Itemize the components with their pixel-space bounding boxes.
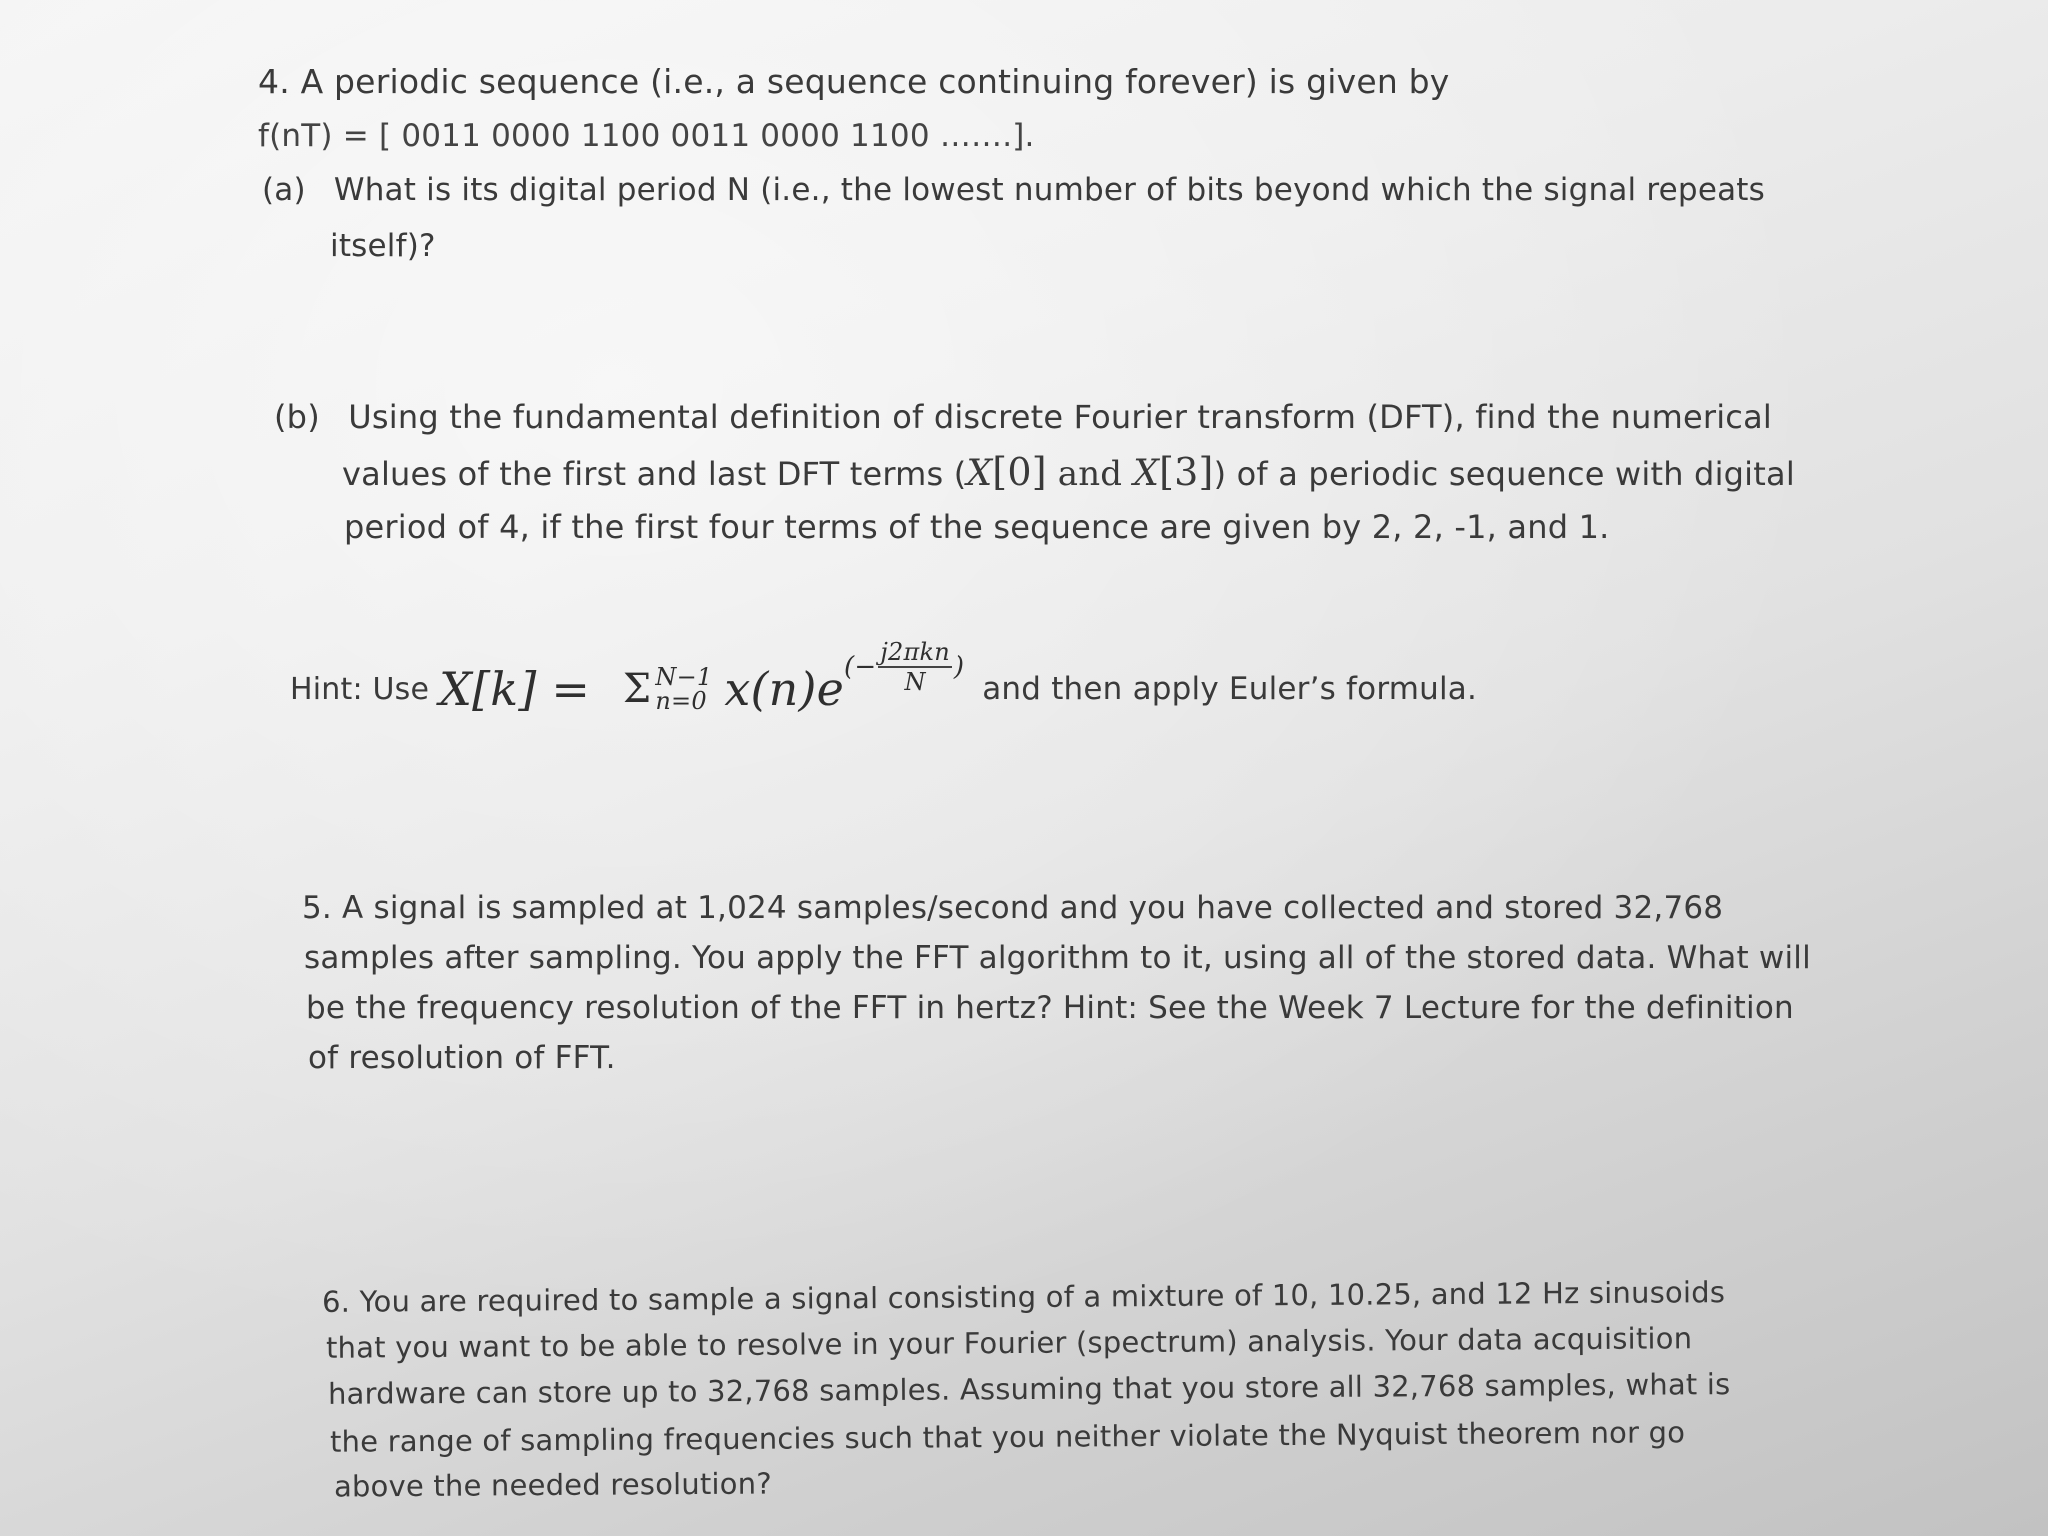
dft-formula <box>439 638 965 718</box>
question-4b-line-3: period of 4, if the first four terms of the sequence are given by 2, 2, -1, and 1. <box>344 508 1610 546</box>
question-5-line-4: of resolution of FFT. <box>308 1040 616 1076</box>
question-4b-label: (b) <box>274 398 320 436</box>
exponent-numerator: j2πkn <box>880 638 950 666</box>
summation-symbol: Σ <box>622 666 652 712</box>
question-4-intro: 4. A periodic sequence (i.e., a sequence continuing forever) is given by <box>258 62 1450 101</box>
question-4b-text-2b: ) of a periodic sequence with digital <box>1213 455 1795 493</box>
summation-lower-limit: n=0 <box>655 687 707 715</box>
dft-hint <box>290 638 1478 718</box>
formula-lhs-index: [k] <box>472 662 537 716</box>
question-4a-label: (a) <box>262 172 306 208</box>
question-5-line-3: be the frequency resolution of the FFT in hertz? Hint: See the Week 7 Lecture for the definition <box>306 990 1794 1026</box>
and-word: and <box>1046 454 1134 494</box>
question-4b-text-1: Using the fundamental definition of discrete Fourier transform (DFT), find the numerical <box>348 398 1772 436</box>
summation-upper-limit: N−1 <box>655 663 713 691</box>
dft-term-x0-index: [0] <box>992 450 1047 494</box>
exponent-denominator: N <box>904 668 926 696</box>
sequence-definition <box>258 118 1035 154</box>
formula-lhs: X <box>439 662 473 716</box>
exponent-close: ) <box>953 652 965 682</box>
dft-term-x0: X <box>966 453 993 494</box>
question-6-line-1: 6. You are required to sample a signal consisting of a mixture of 10, 10.25, and 12 Hz sinusoids <box>321 1275 1726 1319</box>
question-6-line-2: that you want to be able to resolve in your Fourier (spectrum) analysis. Your data acquisition <box>325 1321 1693 1365</box>
exponent-fraction <box>878 638 951 696</box>
question-5-line-1: 5. A signal is sampled at 1,024 samples/second and you have collected and stored 32,768 <box>302 890 1724 926</box>
sequence-tail: …….]. <box>939 118 1035 154</box>
question-5-line-2: samples after sampling. You apply the FFT algorithm to it, using all of the stored data. What will <box>304 940 1811 976</box>
formula-equals: = <box>536 662 605 716</box>
dft-term-x3-index: [3] <box>1159 450 1214 494</box>
question-6-line-4: the range of sampling frequencies such that you neither violate the Nyquist theorem nor go <box>329 1415 1686 1459</box>
hint-prefix: Hint: Use <box>290 671 430 707</box>
formula-exponent <box>844 638 964 696</box>
sequence-bits: 0011 0000 1100 0011 0000 1100 <box>391 118 940 154</box>
sequence-lhs: f(nT) = [ <box>258 118 392 154</box>
question-4a-text: What is its digital period N (i.e., the lowest number of bits beyond which the signal repeats <box>333 172 1765 208</box>
hint-suffix: and then apply Euler’s formula. <box>982 671 1478 707</box>
formula-term: x(n)e <box>724 662 845 716</box>
question-6-line-5: above the needed resolution? <box>333 1466 772 1504</box>
exponent-open: (− <box>844 652 877 682</box>
question-4b-line-2 <box>342 450 1795 494</box>
question-4a <box>262 172 1765 208</box>
dft-term-x3: X <box>1133 453 1160 494</box>
question-4b-text-2a: values of the first and last DFT terms ( <box>342 455 967 493</box>
summation-limits <box>655 665 712 713</box>
question-4a-continued: itself)? <box>330 228 436 264</box>
question-4b <box>274 398 1772 436</box>
question-6-line-3: hardware can store up to 32,768 samples. Assuming that you store all 32,768 samples, what is <box>327 1367 1731 1411</box>
